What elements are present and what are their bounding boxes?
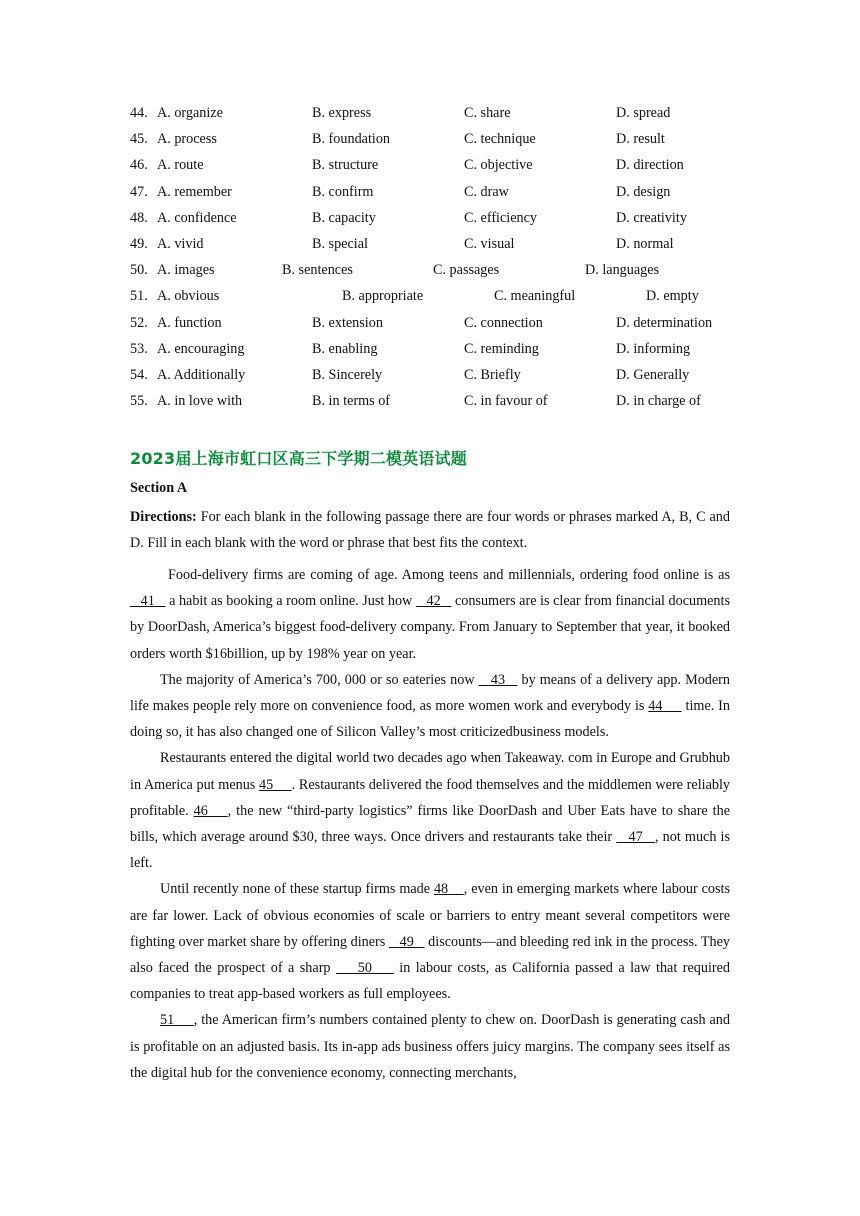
option-b: B. extension [312, 314, 383, 331]
text: The majority of America’s 700, 000 or so eateries now [160, 671, 479, 688]
option-c: C. efficiency [464, 209, 538, 226]
paragraph-2 [130, 667, 730, 746]
text: time. In doing so, it has also changed one of Silicon Valley’s most criticizedbusiness models. [130, 698, 730, 741]
option-a: A. obvious [157, 288, 220, 305]
blank-48: 48 [433, 881, 464, 898]
option-b: B. foundation [312, 131, 391, 148]
directions [130, 504, 730, 556]
question-number: 53. [130, 340, 148, 357]
text: Restaurants entered the digital world two decades ago when Takeaway. com in Europe and Grubhub in America put menus [130, 750, 730, 793]
option-d: D. Generally [616, 367, 690, 383]
question-number: 44. [130, 105, 148, 121]
option-d: D. creativity [616, 209, 687, 226]
option-a: A. route [157, 157, 204, 174]
option-a: A. in love with [157, 393, 243, 410]
paragraph-1 [130, 562, 730, 667]
paragraph-3 [130, 745, 730, 876]
option-a: A. confidence [157, 209, 237, 226]
option-b: B. Sincerely [312, 367, 383, 383]
option-b: B. confirm [312, 183, 374, 200]
option-c: C. draw [464, 183, 509, 200]
option-a: A. organize [157, 105, 223, 121]
text: . Restaurants delivered the food themselves and the middlemen were reliably profitable. [130, 776, 731, 819]
option-c: C. objective [464, 157, 533, 174]
blank-47: 47 [616, 829, 656, 846]
option-a: A. Additionally [157, 367, 246, 383]
option-a: A. encouraging [157, 340, 245, 357]
text: by means of a delivery app. Modern life makes people rely more on convenience food, as more women work and everybody is [130, 671, 730, 715]
directions-label: Directions: [130, 509, 197, 525]
option-d: D. determination [616, 314, 713, 331]
option-c: C. connection [464, 314, 543, 331]
question-number: 45. [130, 131, 148, 148]
option-b: B. sentences [282, 262, 353, 279]
option-a: A. process [157, 131, 217, 148]
paragraph-4 [130, 876, 730, 1007]
option-b: B. capacity [312, 209, 376, 226]
question-number: 54. [130, 367, 148, 383]
text: in labour costs, as California passed a law that required companies to treat app-based workers as full employees. [130, 960, 731, 1003]
text: , the American firm’s numbers contained plenty to chew on. DoorDash is generating cash and is profitable on an adjusted basis. Its in-app ads business offers juicy margins. The company sees itself as the digital hub for the convenience economy, connecting merchants, [130, 1012, 730, 1081]
option-a: A. vivid [157, 236, 204, 252]
blank-43: 43 [478, 671, 518, 688]
paragraph-5 [130, 1007, 730, 1086]
option-a: A. remember [157, 183, 232, 200]
option-d: D. direction [616, 157, 684, 174]
option-d: D. spread [616, 105, 671, 121]
option-d: D. normal [616, 236, 674, 252]
option-c: C. reminding [464, 340, 539, 357]
option-d: D. languages [585, 262, 660, 279]
section-heading: Section A [130, 480, 188, 496]
question-number: 47. [130, 183, 148, 200]
blank-44: 44 [648, 698, 682, 715]
text: , the new “third-party logistics” firms like DoorDash and Uber Eats have to share the bills, which average around $30, three ways. Once drivers and restaurants take their [130, 802, 731, 846]
option-c: C. share [464, 105, 511, 121]
blank-46: 46 [193, 802, 228, 819]
option-d: D. design [616, 183, 671, 200]
option-d: D. result [616, 131, 665, 148]
option-b: B. special [312, 236, 368, 252]
passage [130, 562, 730, 1086]
text: , even in emerging markets where labour costs are far lower. Lack of obvious economies of scale or barriers to entry meant several competitors were fighting over market share by offering diners [130, 881, 731, 950]
text: Until recently none of these startup firms made [160, 881, 434, 898]
blank-45: 45 [259, 776, 292, 793]
option-d: D. informing [616, 340, 691, 357]
question-number: 51. [130, 288, 148, 305]
option-c: C. Briefly [464, 367, 521, 383]
question-number: 52. [130, 314, 148, 331]
blank-41: 41 [130, 593, 166, 610]
text: Food-delivery firms are coming of age. Among teens and millennials, ordering food online is as [168, 567, 730, 583]
question-number: 55. [130, 393, 148, 410]
option-b: B. structure [312, 157, 379, 174]
option-d: D. in charge of [616, 393, 701, 410]
text: , not much is left. [130, 829, 730, 872]
option-c: C. in favour of [464, 393, 548, 410]
question-number: 50. [130, 262, 148, 279]
option-a: A. images [157, 262, 215, 279]
option-c: C. technique [464, 131, 536, 148]
blank-49: 49 [388, 933, 425, 950]
question-number: 46. [130, 157, 148, 174]
text: discounts—and bleeding red ink in the process. They also faced the prospect of a sharp [130, 933, 730, 977]
question-number: 48. [130, 209, 148, 226]
option-b: B. in terms of [312, 393, 391, 410]
option-b: B. appropriate [342, 288, 424, 305]
directions-text: For each blank in the following passage there are four words or phrases marked A, B, C and D. Fill in each blank with the word or phrase that best fits the context. [130, 509, 730, 552]
blank-50: 50 [335, 960, 394, 977]
text: a habit as booking a room online. Just how [165, 593, 416, 610]
question-number: 49. [130, 236, 148, 252]
option-c: C. meaningful [494, 288, 576, 305]
exam-title: 2023届上海市虹口区高三下学期二模英语试题 [130, 449, 467, 468]
option-b: B. express [312, 105, 372, 121]
blank-51: 51 [160, 1012, 194, 1029]
option-d: D. empty [646, 288, 699, 305]
blank-42: 42 [415, 593, 452, 610]
option-a: A. function [157, 314, 222, 331]
text: consumers are is clear from financial documents by DoorDash, America’s biggest food-delivery company. From January to September that year, it booked orders worth $16billion, up by 198% year on year. [130, 593, 730, 662]
option-c: C. passages [433, 262, 500, 279]
option-b: B. enabling [312, 340, 378, 357]
option-c: C. visual [464, 236, 515, 252]
